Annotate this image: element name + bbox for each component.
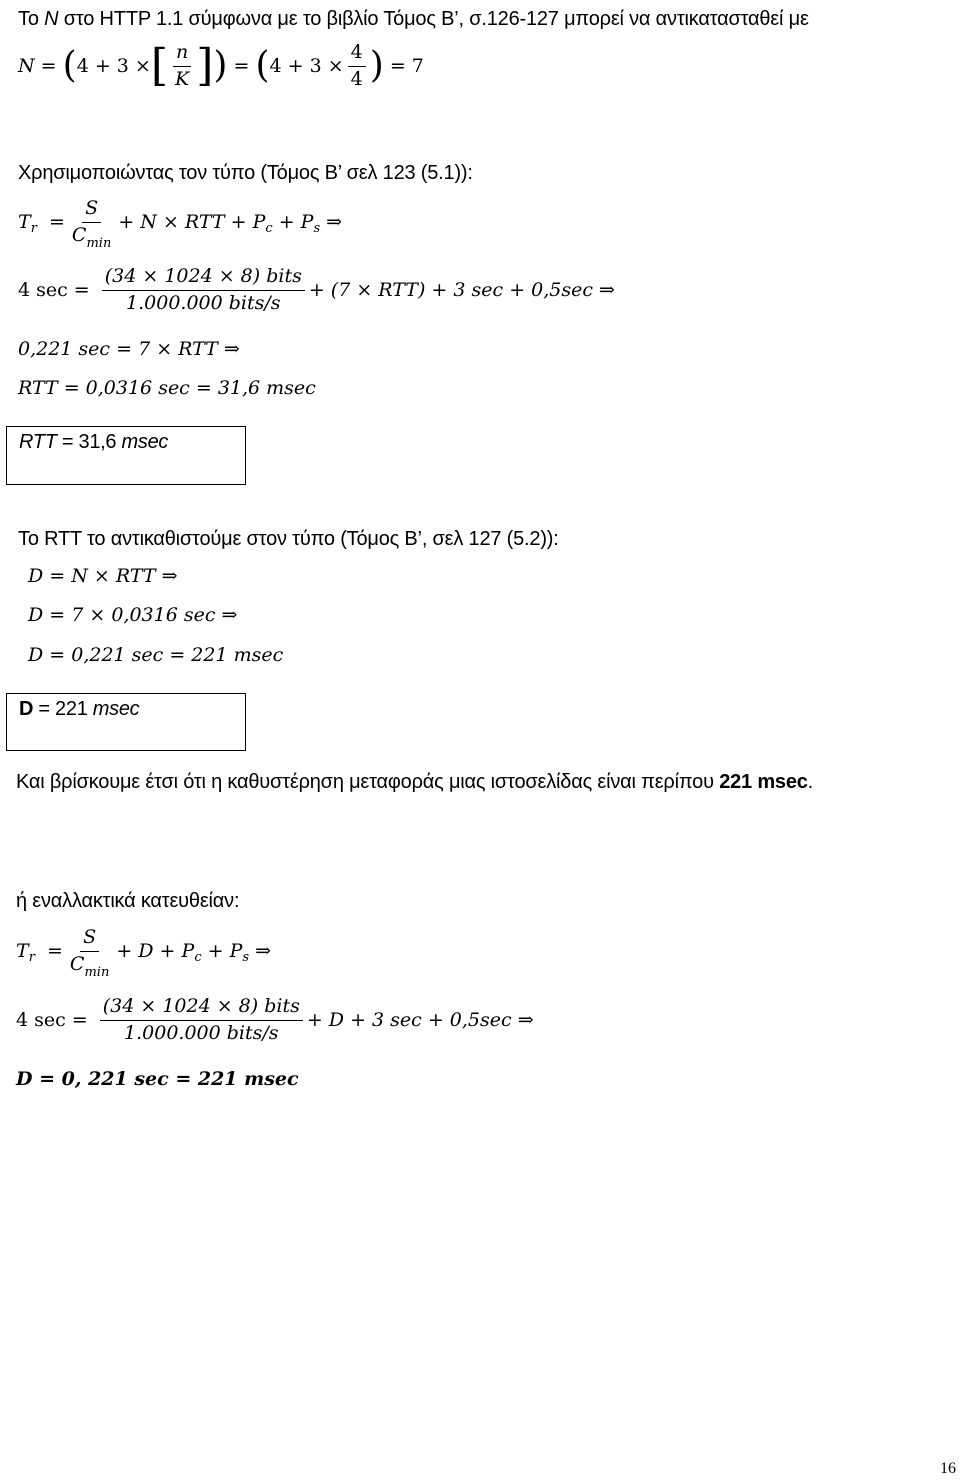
equation-4sec-alt: 4 sec = $\frac{\text{(34 × 1024 × 8) bits}}{\text{1.000.000 bits/s}}$ + D + 3 sec + 0,5sec ⇒ [16, 995, 534, 1044]
result-box-d: D = 221 msec [6, 693, 246, 751]
equation-d2: D = 7 × 0,0316 sec ⇒ [28, 604, 238, 626]
conclusion-text: Και βρίσκουμε έτσι ότι η καθυστέρηση μεταφοράς μιας ιστοσελίδας είναι περίπου 221 msec. [16, 771, 814, 793]
section1-text: Χρησιμοποιώντας τον τύπο (Τόμος Β’ σελ 123 (5.1)): [18, 162, 473, 184]
formula-n: N = ( 4 + 3 × [ $\frac{n}{K}$ ] ) = ( 4 + 3 × $\frac{4}{4}$ ) = 7 [18, 40, 424, 92]
page-number: 16 [940, 1460, 956, 1477]
equation-d-final: D = 0, 221 sec = 221 msec [16, 1068, 299, 1090]
equation-0221: 0,221 sec = 7 × RTT ⇒ [18, 338, 240, 360]
intro-text: Το N στο HTTP 1.1 σύμφωνα με το βιβλίο Τόμος Β’, σ.126-127 μπορεί να αντικατασταθεί με [18, 8, 809, 30]
equation-tr: T r = $\frac{S}{C_{min}}$ + N × RTT + P c + P s ⇒ [18, 197, 343, 251]
section3-text: ή εναλλακτικά κατευθείαν: [16, 890, 240, 912]
equation-rtt: RTT = 0,0316 sec = 31,6 msec [18, 377, 316, 399]
equation-4sec: 4 sec = $\frac{\text{(34 × 1024 × 8) bits}}{\text{1.000.000 bits/s}}$ + (7 × RTT) + 3 sec + 0,5sec ⇒ [18, 265, 615, 314]
section2-text: Το RTT το αντικαθιστούμε στον τύπο (Τόμος Β’, σελ 127 (5.2)): [18, 528, 559, 550]
result-box-rtt: RTT = 31,6 msec [6, 426, 246, 485]
equation-tr-alt: T r = $\frac{S}{C_{min}}$ + D + P c + P s ⇒ [16, 926, 272, 980]
equation-d3: D = 0,221 sec = 221 msec [28, 644, 284, 666]
equation-d1: D = N × RTT ⇒ [28, 565, 178, 587]
